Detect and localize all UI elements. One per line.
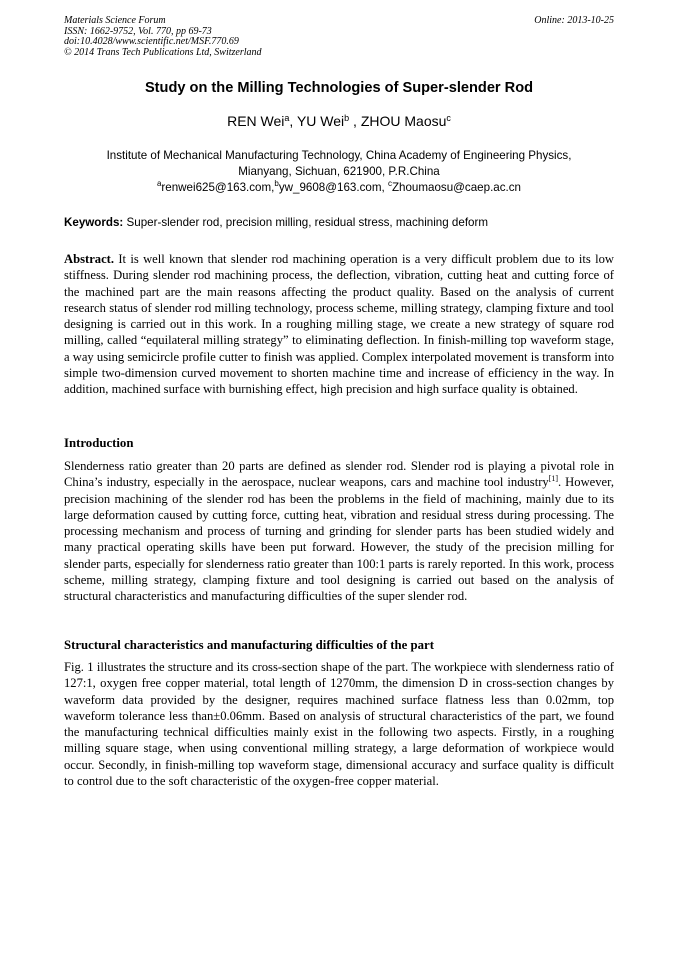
- journal-header: [64, 16, 262, 58]
- abstract-label: Abstract.: [64, 252, 115, 266]
- author-name: ZHOU Maosu: [360, 113, 447, 129]
- affiliation-line: Institute of Mechanical Manufacturing Technology, China Academy of Engineering Physics,: [106, 149, 572, 162]
- doi-line: doi:10.4028/www.scientific.net/MSF.770.69: [64, 36, 239, 48]
- email-mark: c: [387, 179, 392, 188]
- email-mark: b: [274, 179, 279, 188]
- email-list: [0, 181, 678, 194]
- issn-line: ISSN: 1662-9752, Vol. 770, pp 69-73: [64, 25, 212, 37]
- author-name: YU Wei: [296, 113, 345, 129]
- author-list: REN Wei$^a$, YU Wei$^b$ , ZHOU Maosu$^c$: [227, 113, 451, 129]
- intro-text: Slenderness ratio greater than 20 parts are defined as slender rod. Slender rod is playing a pivotal role in China’s industry, especially in the aerospace, nuclear weapons, cars and machine tool industry: [64, 459, 614, 490]
- online-date: Online: 2013-10-25: [534, 15, 614, 26]
- abstract-text: It is well known that slender rod machining operation is a very difficult problem due to its low stiffness. During slender rod machining process, the deflection, vibration, cutting heat and cutting force of the machined part are the main reasons affecting the product quality. Based on the analysis of current research status of slender rod milling technology, process scheme, milling strategy, clamping fixture and tool designing is carried out in this work. In a roughing milling stage, we create a new strategy of square rod milling, called “equilateral milling strategy” to eliminating deflection. In finish-milling top waveform stage, a way using semicircle profile cutter to finish was applied. Complex interpolated movement is transform into simple two-dimension curved movement to shorten machine time and increase of efficiency in the way. In addition, machined surface with burnishing effect, high precision and high surface quality is obtained.: [64, 252, 614, 397]
- email-address[interactable]: renwei625@163.com,: [161, 181, 275, 194]
- author-affil-mark: b: [344, 113, 350, 123]
- email-mark: a: [156, 179, 162, 188]
- keywords-text: Super-slender rod, precision milling, residual stress, machining deform: [126, 216, 489, 229]
- email-address[interactable]: yw_9608@163.com,: [278, 181, 388, 194]
- email-address[interactable]: Zhoumaosu@caep.ac.cn: [391, 181, 522, 194]
- structural-paragraph: Fig. 1 illustrates the structure and its cross-section shape of the part. The workpiece with slenderness ratio of 127:1, oxygen free copper material, total length of 1270mm, the dimension D in cross-section changes by waveform data provided by the designer, requires machined surface flatness less than 0.02mm, top waveform tolerance less than±0.06mm. Based on analysis of structural characteristics of the part, we found the manufacturing technical difficulties mainly exist in the following two aspects. Firstly, in a roughing milling square stage, when using conventional milling strategy, a large deformation of workpiece would occur. Secondly, in finish-milling top waveform stage, dimensional accuracy and surface quality is difficult to control due to the soft characteristic of the oxygen-free copper material.: [64, 660, 614, 789]
- introduction-paragraph: [64, 458, 614, 605]
- paper-title: Study on the Milling Technologies of Super-slender Rod: [144, 80, 534, 96]
- keywords: [64, 216, 614, 229]
- intro-text-continued: . However, precision machining of the slender rod has been the problems in the field of machining, mainly due to its large deformation caused by cutting force, cutting heat, vibration and residual stress during processing. The processing mechanism and process of turning and grinding for slender parts has been studied widely and many practical operating skills have been put forward. However, the study of the precision milling for slender parts, especially for slenderness ratio greater than 100:1 parts is rarely reported. In this work, process scheme, milling strategy, clamping fixture and tool designing is carried out based on the analysis of structural characteristics and manufacturing difficulties of the super slender rod.: [64, 475, 614, 604]
- keywords-label: Keywords:: [64, 216, 124, 229]
- citation-ref[interactable]: [1]: [548, 474, 559, 484]
- author-affil-mark: c: [446, 113, 451, 123]
- section-heading-introduction: Introduction: [64, 436, 134, 450]
- affiliation-line: Mianyang, Sichuan, 621900, P.R.China: [238, 165, 440, 178]
- abstract: [64, 251, 614, 398]
- copyright-line: © 2014 Trans Tech Publications Ltd, Switzerland: [64, 46, 262, 58]
- journal-name: Materials Science Forum: [64, 15, 166, 26]
- section-heading-structural: Structural characteristics and manufacturing difficulties of the part: [64, 638, 434, 652]
- author-name: REN Wei: [227, 113, 285, 129]
- author-affil-mark: a: [284, 113, 290, 123]
- affiliation: [64, 148, 614, 180]
